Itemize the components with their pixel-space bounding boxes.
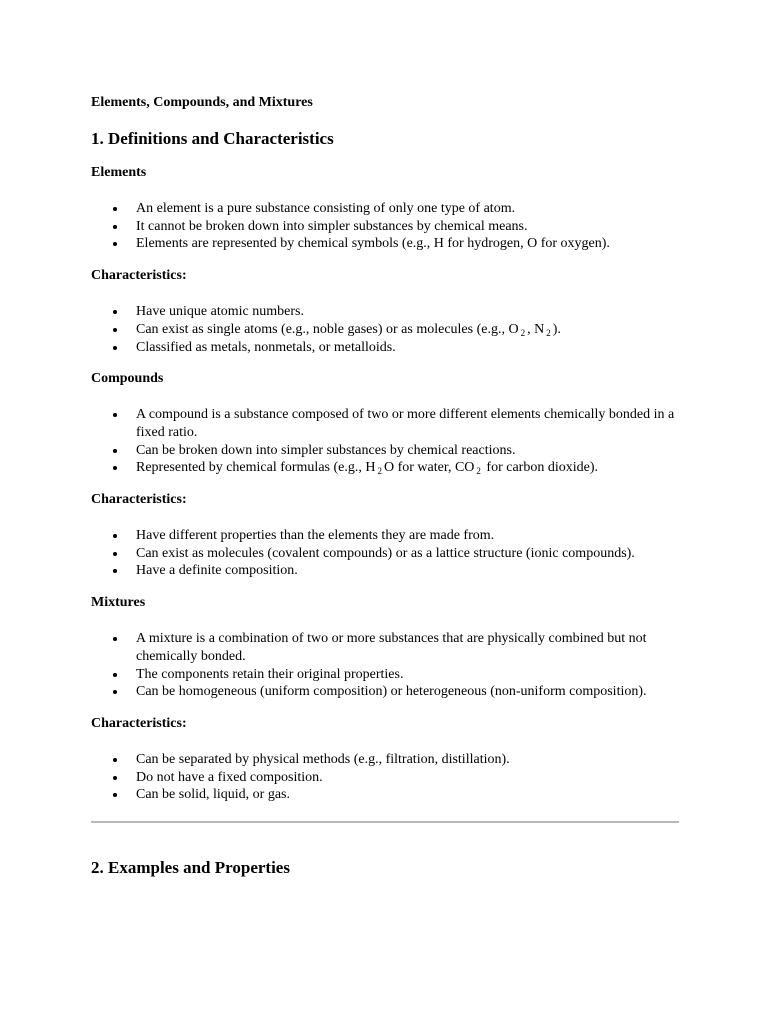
compounds-list xyxy=(91,406,679,477)
item-text: Represented by chemical formulas (e.g., H xyxy=(136,460,376,476)
list-item: Can be broken down into simpler substances by chemical reactions. xyxy=(136,442,679,460)
subheading-compounds: Compounds xyxy=(91,371,164,387)
item-text: O for water, CO xyxy=(383,460,475,476)
list-item: Have a definite composition. xyxy=(136,562,679,580)
list-item: An element is a pure substance consisting of only one type of atom. xyxy=(136,200,679,218)
subscript: 2 xyxy=(377,466,382,477)
item-text: Can exist as single atoms (e.g., noble gases) or as molecules (e.g., O xyxy=(136,321,519,337)
list-item: Elements are represented by chemical symbols (e.g., H for hydrogen, O for oxygen). xyxy=(136,235,679,253)
mixtures-list xyxy=(91,630,679,701)
compounds-characteristics-list xyxy=(91,527,679,580)
item-text: , N xyxy=(527,321,545,337)
list-item: It cannot be broken down into simpler substances by chemical means. xyxy=(136,218,679,236)
subheading-mixtures: Mixtures xyxy=(91,595,146,611)
subheading-elements: Elements xyxy=(91,165,147,180)
list-item: A compound is a substance composed of two or more different elements chemically bonded in a fixed ratio. xyxy=(136,406,679,441)
list-item: Can be solid, liquid, or gas. xyxy=(136,786,679,804)
subheading-mixtures-characteristics: Characteristics: xyxy=(91,715,187,731)
document-page xyxy=(91,94,679,879)
list-item: Can exist as molecules (covalent compounds) or as a lattice structure (ionic compounds). xyxy=(136,545,679,563)
list-item xyxy=(136,459,679,477)
list-item: The components retain their original properties. xyxy=(136,666,679,684)
list-item: Can be separated by physical methods (e.g., filtration, distillation). xyxy=(136,751,679,769)
list-item: Can be homogeneous (uniform composition) or heterogeneous (non-uniform composition). xyxy=(136,683,679,701)
list-item: A mixture is a combination of two or more substances that are physically combined but not chemically bonded. xyxy=(136,630,679,665)
section-heading-definitions: 1. Definitions and Characteristics xyxy=(91,129,334,148)
subscript: 2 xyxy=(546,327,551,338)
list-item: Classified as metals, nonmetals, or metalloids. xyxy=(136,339,679,357)
document-title: Elements, Compounds, and Mixtures xyxy=(91,95,313,110)
subscript: 2 xyxy=(520,327,526,338)
mixtures-characteristics-list xyxy=(91,751,679,804)
list-item: Have unique atomic numbers. xyxy=(136,303,679,321)
subheading-compounds-characteristics: Characteristics: xyxy=(91,492,187,508)
item-text: for carbon dioxide). xyxy=(482,460,598,476)
elements-characteristics-list xyxy=(91,303,679,356)
section-heading-examples: 2. Examples and Properties xyxy=(91,858,290,878)
subscript: 2 xyxy=(476,466,481,477)
subheading-elements-characteristics: Characteristics: xyxy=(91,268,187,284)
elements-list xyxy=(91,200,679,253)
horizontal-divider xyxy=(91,821,679,823)
list-item: Do not have a fixed composition. xyxy=(136,769,679,787)
item-text: ). xyxy=(552,321,561,337)
list-item xyxy=(136,321,679,339)
list-item: Have different properties than the elements they are made from. xyxy=(136,527,679,545)
